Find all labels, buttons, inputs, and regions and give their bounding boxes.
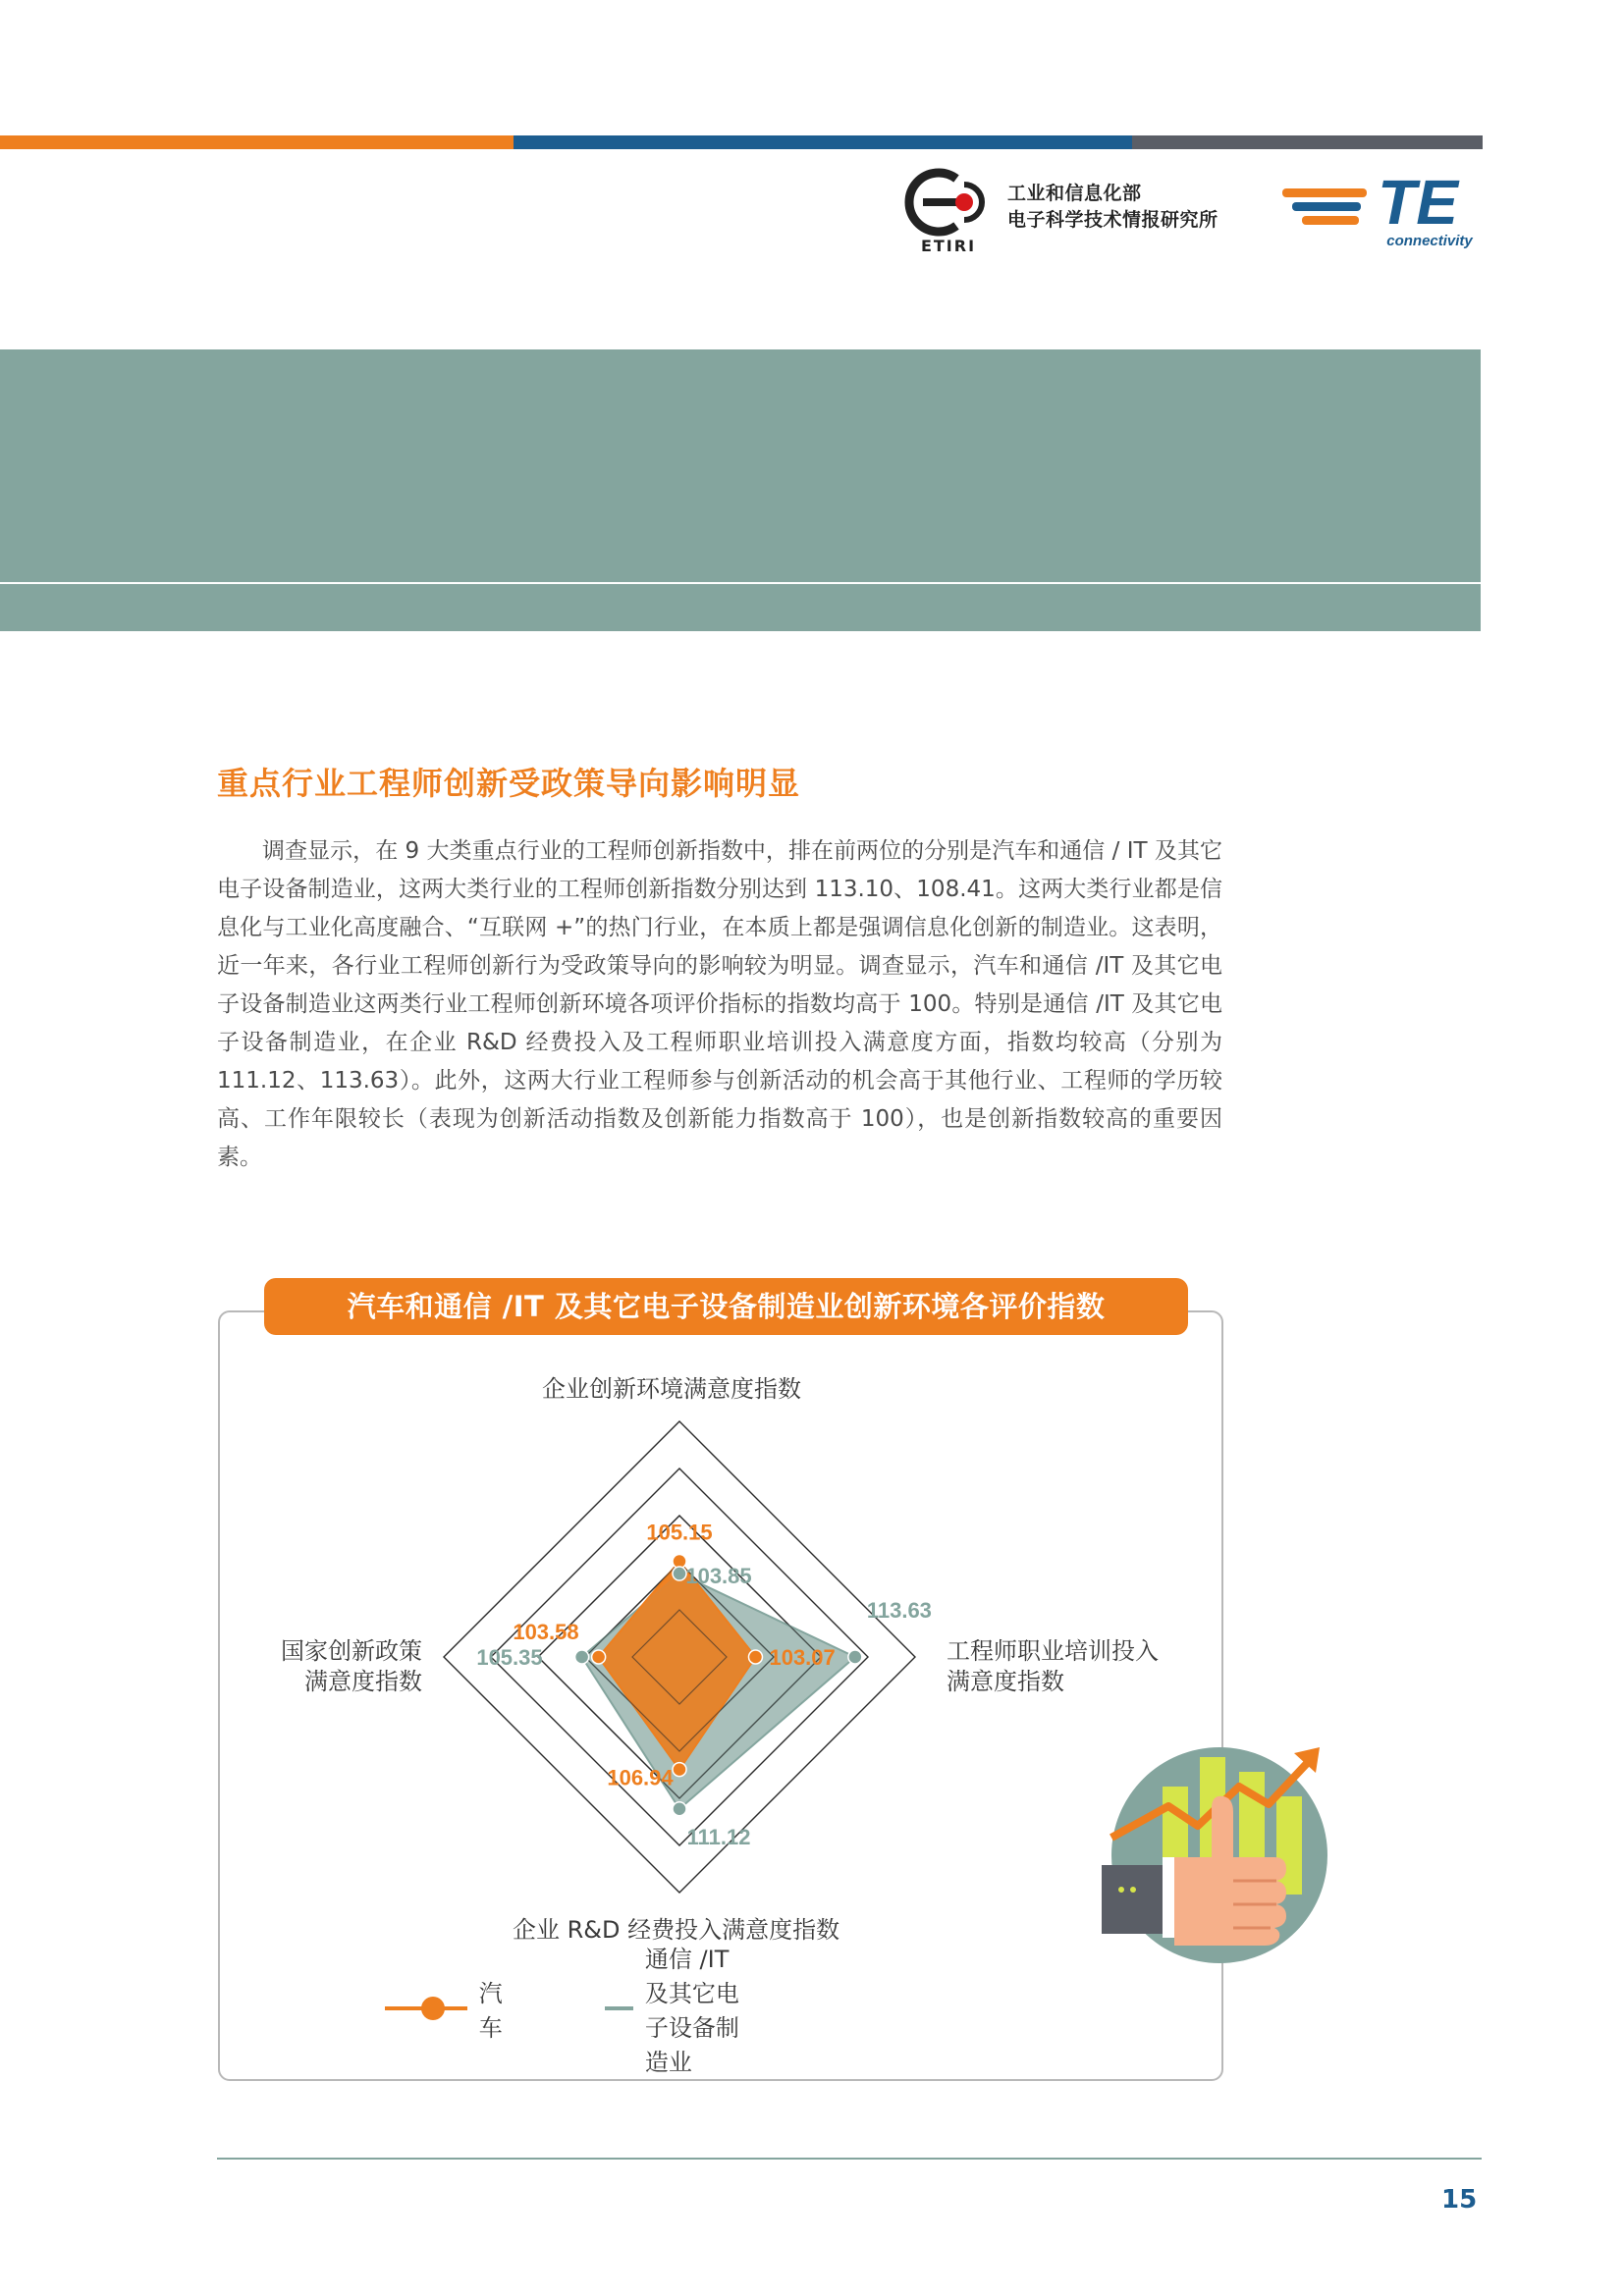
org-name-line2: 电子科学技术情报研究所	[1007, 209, 1218, 231]
body-paragraph: 调查显示，在 9 大类重点行业的工程师创新指数中，排在前两位的分别是汽车和通信 / IT 及其它电子设备制造业，这两大类行业的工程师创新指数分别达到 113.10、108.41。这两大类行业都是信息化与工业化高度融合、“互联网 +”的热门行业，在本质上都是强调信息化创新的制造业。这表明，近一年来，各行业工程师创新行为受政策导向的影响较为明显。调查显示，汽车和通信 /IT 及其它电子设备制造业这两类行业工程师创新环境各项评价指标的指数均高于 100。特别是通信 /IT 及其它电子设备制造业，在企业 R&D 经费投入及工程师职业培训投入满意度方面，指数均较高（分别为 111.12、113.63）。此外，这两大行业工程师参与创新活动的机会高于其他行业、工程师的学历较高、工作年限较长（表现为创新活动指数及创新能力指数高于 100），也是创新指数较高的重要因素。	[217, 838, 1222, 1170]
chart-title: 汽车和通信 /IT 及其它电子设备制造业创新环境各评价指数	[264, 1278, 1188, 1335]
radar-value-label: 105.35	[476, 1645, 543, 1670]
radar-value-label: 103.07	[769, 1645, 836, 1670]
axis-label-top: 企业创新环境满意度指数	[542, 1375, 801, 1403]
radar-point	[748, 1650, 762, 1664]
radar-point	[673, 1567, 686, 1580]
axis-label-left	[270, 1636, 422, 1697]
radar-point	[848, 1650, 862, 1664]
axis-label-right	[947, 1636, 1159, 1697]
radar-value-label: 106.94	[607, 1765, 674, 1790]
footer-divider	[217, 2158, 1482, 2160]
radar-value-label: 111.12	[686, 1824, 751, 1849]
radar-value-label: 103.85	[685, 1564, 752, 1589]
header-bar-gray	[1132, 135, 1483, 149]
radar-point	[592, 1650, 606, 1664]
section-heading: 重点行业工程师创新受政策导向影响明显	[217, 765, 801, 802]
section-banner	[0, 349, 1481, 631]
radar-point	[575, 1650, 589, 1664]
te-brand: TE	[1378, 167, 1458, 238]
axis-label-right-line1: 工程师职业培训投入	[947, 1637, 1159, 1665]
legend-item-telecom	[603, 1946, 744, 2076]
te-sub: connectivity	[1386, 233, 1473, 249]
radar-value-label: 105.15	[646, 1520, 713, 1545]
te-connectivity-logo	[1282, 167, 1485, 251]
axis-label-bottom: 企业 R&D 经费投入满意度指数	[513, 1916, 840, 1944]
org-name-line1: 工业和信息化部	[1007, 183, 1142, 204]
header-bar-blue	[514, 135, 1132, 149]
etiri-abbr: ETIRI	[920, 237, 977, 255]
banner-divider	[0, 582, 1481, 584]
radar-point	[673, 1763, 686, 1777]
legend-label-car: 汽车	[478, 1980, 503, 2042]
page-number: 15	[1441, 2185, 1478, 2215]
body-text	[217, 832, 1222, 1177]
etiri-logo	[899, 167, 998, 255]
radar-value-label: 113.63	[866, 1598, 932, 1623]
axis-label-left-line1: 国家创新政策	[281, 1637, 422, 1665]
radar-value-label: 103.58	[513, 1620, 579, 1644]
legend-item-car	[383, 1980, 518, 2042]
legend-marker-car	[383, 1989, 467, 2028]
header-bar-orange	[0, 135, 514, 149]
radar-point	[673, 1802, 686, 1816]
axis-label-left-line2: 满意度指数	[304, 1668, 422, 1695]
axis-label-right-line2: 满意度指数	[947, 1668, 1064, 1695]
thumbs-up-growth-icon	[1102, 1747, 1327, 1983]
legend-marker-telecom	[603, 1989, 633, 2028]
legend-label-telecom: 通信 /IT 及其它电子设备制造业	[644, 1946, 739, 2076]
org-name	[1007, 181, 1218, 234]
